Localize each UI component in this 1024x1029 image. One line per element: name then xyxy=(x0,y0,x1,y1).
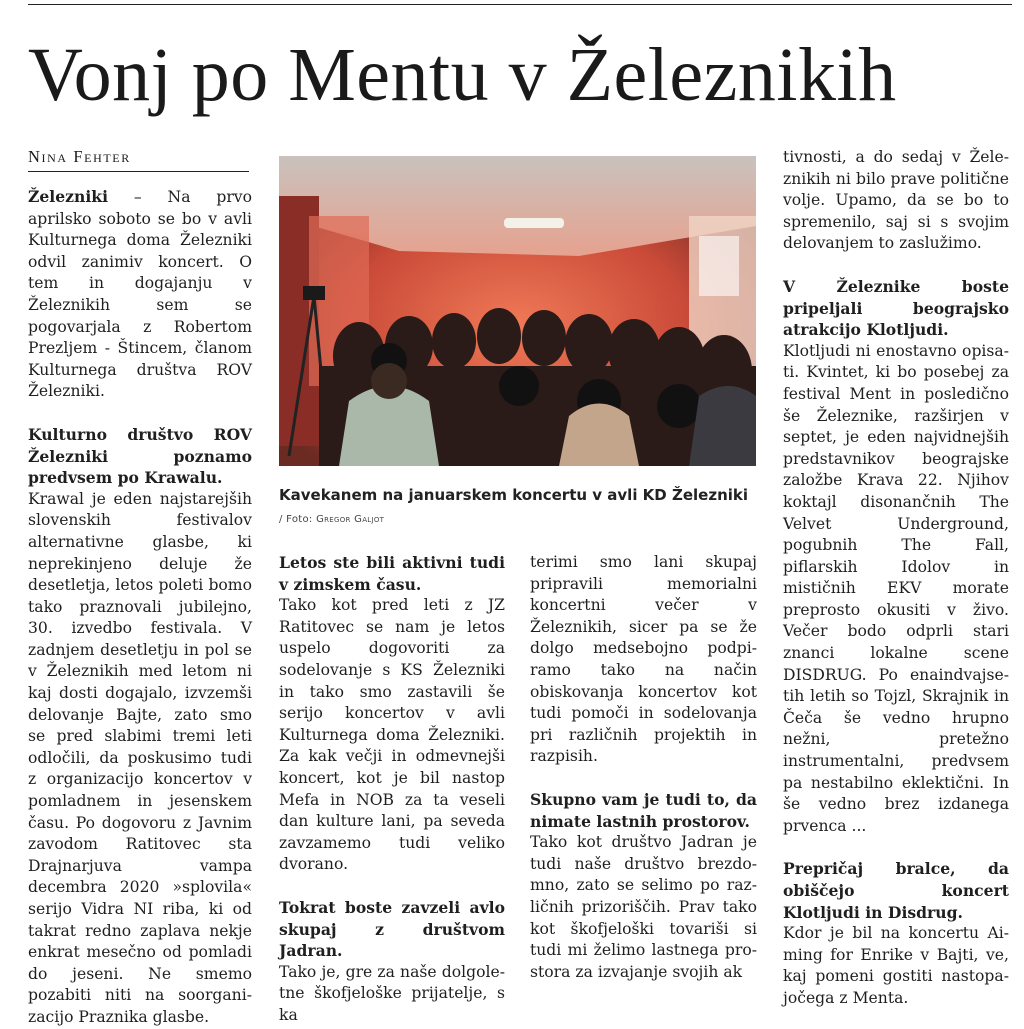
lead-text: – Na prvo aprilsko soboto se bo v avli Kulturnega doma Železniki odvil zanimiv koncert. O tem in dogajanju v Železnikih sem se pogovarjala z Robertom Prezljem - Štincem, članom Kulturnega društva ROV Železniki. xyxy=(28,188,252,401)
question-4: Skupno vam je tudi to, da nimate lastnih prostorov. xyxy=(530,789,757,831)
question-6: Prepričaj bralce, da obiščejo koncert Klotljudi in Disdrug. xyxy=(783,859,1009,922)
answer-3-continued: terimi smo lani skupaj pripravili memorialni koncertni večer v Železnikih, sicer pa se že dolgo medsebojno podpiramo tako na način obiskovanja koncertov kot tudi pomoči in sodelovanja pri različnih projektih in razpisih. xyxy=(530,553,757,766)
concert-photo xyxy=(279,156,756,466)
answer-4: Tako kot društvo Jadran je tudi naše društvo brezdomno, zato se selimo po različnih prizoriščih. Prav tako kot škofjeloški tovariši si tudi mi želimo lastnega prostora za izvajanje svojih ak xyxy=(530,833,757,981)
answer-4-continued: tivnosti, a do sedaj v Železnikih ni bilo prave politične volje. Upamo, da se bo to spremenilo, saj si s svojim delovanjem to zaslužimo. xyxy=(783,148,1009,253)
question-5: V Železnike boste pripeljali beograjsko atrakcijo Klotljudi. xyxy=(783,276,1009,340)
answer-5: Klotljudi ni enostavno opisati. Kvintet, ki bo posebej za festival Ment in posledično še Železnike, razširjen v septet, je eden najvidnejših predstavnikov beograjske založbe Krava 22. Njihov koktajl disonančnih The Velvet Underground, pogubnih The Fall, piflarskih Idolov in mističnih EKV morate preprosto okusiti v živo. Večer bodo odprli stari znanci lokalne scene DISDRUG. Po enaindvajsetih letih so Tojzl, Skrajnik in Čeča še vedno hrupno nežni, pretežno instrumentalni, predvsem pa nestabilno eklektični. In še vedno brez izdanega prvenca ... xyxy=(783,341,1009,835)
top-rule xyxy=(28,4,1012,5)
answer-2: Tako kot pred leti z JZ Ratitovec se nam je letos uspelo dogovoriti za sodelovanje s KS Železniki in tako smo zastavili še serijo koncertov v avli Kulturnega doma Železniki. Za kak večji in odmevnejši koncert, kot je bil nastop Mefa in NOB za ta veseli dan kulture lani, pa seveda zavzamemo tudi veliko dvorano. xyxy=(279,596,505,874)
author-byline: Nina Fehter xyxy=(28,147,249,172)
column-2 xyxy=(279,552,505,1026)
photo-credit xyxy=(279,514,384,525)
answer-3: Tako je, gre za naše dolgoletne škofjeloške prijatelje, s ka xyxy=(279,962,505,1024)
column-4 xyxy=(783,147,1009,1010)
photo-credit-name: Gregor Galjot xyxy=(316,514,385,525)
answer-6: Kdor je bil na koncertu Aiming for Enrike v Bajti, ve, kaj pomeni gostiti nastopajočega z Menta. xyxy=(783,924,1009,1007)
photo-credit-prefix: / Foto: xyxy=(279,514,317,525)
article-title: Vonj po Mentu v Železnikih xyxy=(28,33,897,117)
lead-place: Železniki xyxy=(28,187,108,206)
question-1: Kulturno društvo ROV Železniki poznamo predvsem po Krawalu. xyxy=(28,424,252,488)
question-2: Letos ste bili aktivni tudi v zimskem času. xyxy=(279,553,505,594)
concert-crowd-image xyxy=(279,156,756,466)
question-3: Tokrat boste zavzeli avlo skupaj z društvom Jadran. xyxy=(279,897,505,961)
lead-paragraph xyxy=(28,186,252,403)
photo-caption: Kavekanem na januarskem koncertu v avli KD Železniki xyxy=(279,486,749,504)
answer-1: Krawal je eden najstarejših slovenskih festivalov alternativne glasbe, ki neprekinjeno deluje že desetletja, letos poleti bomo tako praznovali jubilejno, 30. izvedbo festivala. V zadnjem desetletju in pol se v Železnikih med letom ni kaj dosti dogajalo, izvzemši delovanje Bajte, zato smo se pred slabimi tremi leti odločili, da poskusimo tudi z organizacijo koncertov v pomladnem in jesenskem času. Po dogovoru z Javnim zavodom Ratitovec sta Drajnarjuva vampa decembra 2020 »splovila« serijo Vidra NI riba, ki od takrat redno zaplava nekje enkrat mesečno od pomladi do jeseni. Ne smemo pozabiti niti na soorganizacijo Praznika glasbe. xyxy=(28,489,252,1026)
column-3 xyxy=(530,552,757,983)
column-1 xyxy=(28,186,252,1029)
